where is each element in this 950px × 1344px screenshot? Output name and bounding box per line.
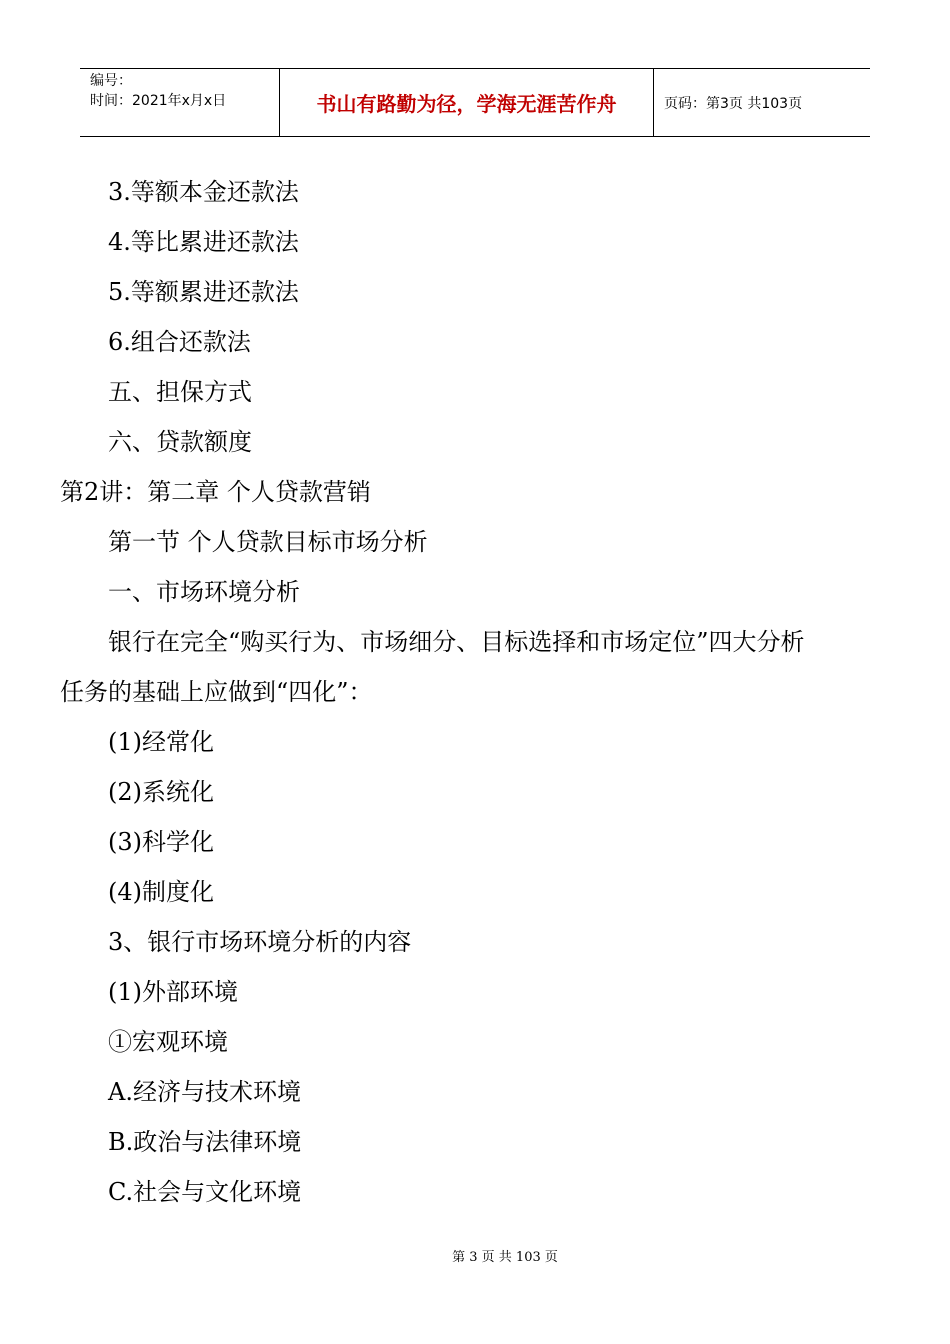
paragraph-line: 银行在完全“购买行为、市场细分、目标选择和市场定位”四大分析	[108, 628, 805, 656]
list-item: (4)制度化	[108, 878, 214, 906]
header-number: 编号：	[90, 73, 132, 89]
text-line: 4.等比累进还款法	[108, 228, 299, 256]
header-time: 时间：2021年x月x日	[90, 93, 227, 109]
text-line: 3.等额本金还款法	[108, 178, 299, 206]
section-heading: 五、担保方式	[108, 378, 252, 406]
section-heading: 一、市场环境分析	[108, 578, 300, 606]
section-heading: 3、银行市场环境分析的内容	[108, 928, 412, 956]
paragraph-line: 任务的基础上应做到“四化”：	[60, 678, 373, 706]
list-item: (1)外部环境	[108, 978, 238, 1006]
header-page-info: 页码：第3页 共103页	[664, 95, 803, 112]
section-heading: 六、贷款额度	[108, 428, 252, 456]
list-item: A.经济与技术环境	[108, 1078, 301, 1106]
list-item: (3)科学化	[108, 828, 214, 856]
list-item: (2)系统化	[108, 778, 214, 806]
section-heading: 第一节 个人贷款目标市场分析	[108, 528, 428, 556]
footer-page-number: 第 3 页 共 103 页	[452, 1250, 558, 1265]
lecture-heading: 第2讲：第二章 个人贷款营销	[60, 478, 371, 506]
list-item: C.社会与文化环境	[108, 1178, 302, 1206]
list-item: B.政治与法律环境	[108, 1128, 302, 1156]
header-meta	[80, 69, 280, 136]
page-header	[80, 68, 870, 137]
text-line: 6.组合还款法	[108, 328, 251, 356]
page-footer	[0, 1246, 950, 1265]
list-item: (1)经常化	[108, 728, 214, 756]
header-motto: 书山有路勤为径，学海无涯苦作舟	[280, 69, 654, 136]
list-item: ①宏观环境	[108, 1028, 228, 1056]
text-line: 5.等额累进还款法	[108, 278, 299, 306]
